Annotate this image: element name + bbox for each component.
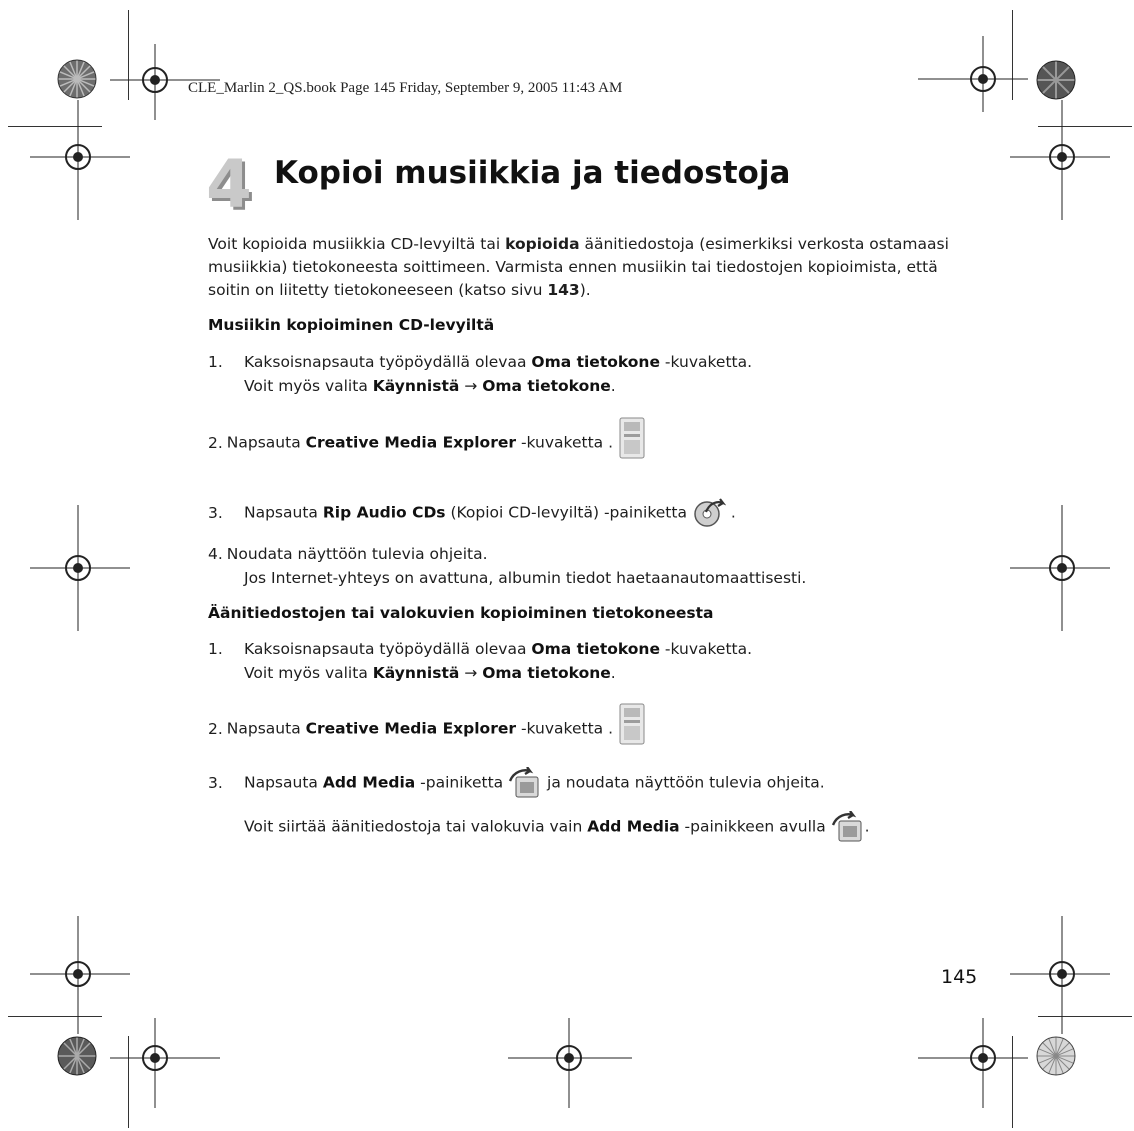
step-text: Voit myös valita xyxy=(244,377,373,395)
page-reference: 143 xyxy=(547,281,580,299)
arrow-icon: → xyxy=(464,664,478,682)
intro-text: Voit kopioida musiikkia CD-levyiltä tai xyxy=(208,235,506,253)
step-subtext xyxy=(208,811,968,843)
step-bold: Creative Media Explorer xyxy=(305,433,517,452)
step-number: 1. xyxy=(208,640,223,658)
add-media-icon xyxy=(508,767,542,799)
step-bold: Add Media xyxy=(587,817,680,836)
color-wheel-icon xyxy=(1036,1036,1076,1076)
creative-media-explorer-icon xyxy=(618,416,646,460)
section-heading: Äänitiedostojen tai valokuvien kopioiminen tietokoneesta xyxy=(208,604,714,622)
step-bold: Oma tietokone xyxy=(531,353,660,371)
step-text: . xyxy=(864,817,870,836)
registration-target-icon xyxy=(30,916,130,1034)
step-text: Noudata näyttöön tulevia ohjeita. xyxy=(226,545,488,563)
step-text: Napsauta xyxy=(244,773,323,792)
running-head: CLE_Marlin 2_QS.book Page 145 Friday, September 9, 2005 11:43 AM xyxy=(188,80,623,96)
step-text: -kuvaketta. xyxy=(659,640,753,658)
intro-bold: kopioida xyxy=(505,235,580,253)
step-text: Voit siirtää äänitiedostoja tai valokuvia vain xyxy=(244,817,588,836)
step-text: . xyxy=(610,664,616,682)
chapter-number: 4 xyxy=(206,146,252,223)
color-wheel-icon xyxy=(57,1036,97,1076)
page-number: 145 xyxy=(941,966,978,988)
step-text: Kaksoisnapsauta työpöydällä olevaa xyxy=(244,640,532,658)
registration-target-icon xyxy=(30,100,130,220)
step-bold: Add Media xyxy=(322,773,416,792)
step-text: ja noudata näyttöön tulevia ohjeita. xyxy=(542,773,825,792)
step-text: -kuvaketta. xyxy=(659,353,753,371)
registration-target-icon xyxy=(508,1018,632,1108)
list-item xyxy=(208,350,968,398)
step-text: -kuvaketta . xyxy=(516,433,613,452)
step-text: . xyxy=(610,377,616,395)
step-subtext xyxy=(208,374,968,398)
list-item xyxy=(208,712,968,746)
step-number: 1. xyxy=(208,353,223,371)
registration-target-icon xyxy=(1010,505,1110,631)
list-item xyxy=(208,767,968,843)
step-text: Napsauta xyxy=(226,719,306,738)
step-bold: Rip Audio CDs xyxy=(322,503,446,522)
list-item xyxy=(208,637,968,685)
list-item xyxy=(208,426,968,460)
step-bold: Käynnistä xyxy=(372,664,460,682)
list-item xyxy=(208,542,968,590)
registration-target-icon xyxy=(1010,916,1110,1034)
step-bold: Creative Media Explorer xyxy=(305,719,517,738)
step-number: 4. xyxy=(208,545,223,563)
step-bold: Käynnistä xyxy=(372,377,460,395)
arrow-icon: → xyxy=(464,377,478,395)
step-text: -painikkeen avulla xyxy=(679,817,826,836)
step-number: 3. xyxy=(208,503,223,522)
add-media-icon xyxy=(831,811,865,843)
step-text: Kaksoisnapsauta työpöydällä olevaa xyxy=(244,353,532,371)
intro-text: ). xyxy=(579,281,591,299)
intro-paragraph xyxy=(208,233,953,302)
step-subtext: Jos Internet-yhteys on avattuna, albumin tiedot haetaanautomaattisesti. xyxy=(244,569,807,587)
chapter-title: Kopioi musiikkia ja tiedostoja xyxy=(274,155,791,191)
step-text: Voit myös valita xyxy=(244,664,373,682)
color-wheel-icon xyxy=(1036,60,1076,100)
registration-target-icon xyxy=(110,1018,220,1108)
step-text: -painiketta xyxy=(415,773,504,792)
step-number: 3. xyxy=(208,773,223,792)
step-text: . xyxy=(730,503,736,522)
color-wheel-icon xyxy=(57,59,97,99)
registration-target-icon xyxy=(30,505,130,631)
list-item xyxy=(208,498,968,528)
step-text: (Kopioi CD-levyiltä) -painiketta xyxy=(445,503,687,522)
step-text: -kuvaketta . xyxy=(516,719,613,738)
step-subtext xyxy=(208,661,968,685)
rip-audio-cd-icon xyxy=(692,498,726,528)
step-bold: Oma tietokone xyxy=(482,377,611,395)
registration-target-icon xyxy=(1010,100,1110,220)
creative-media-explorer-icon xyxy=(618,702,646,746)
step-number: 2. xyxy=(208,719,223,738)
step-text: Napsauta xyxy=(244,503,323,522)
section-heading: Musiikin kopioiminen CD-levyiltä xyxy=(208,316,495,334)
step-bold: Oma tietokone xyxy=(531,640,660,658)
registration-target-icon xyxy=(918,1018,1028,1108)
step-bold: Oma tietokone xyxy=(482,664,611,682)
intro-text: äänitiedostoja (esimerkiksi verkosta ostamaasi musiikkia) tietokoneesta soittimeen. Varmista ennen musiikin tai tiedostojen kopioimista, että soitin on liitetty tietokoneeseen (katso sivu xyxy=(208,235,949,299)
step-number: 2. xyxy=(208,433,223,452)
step-text: Napsauta xyxy=(226,433,306,452)
